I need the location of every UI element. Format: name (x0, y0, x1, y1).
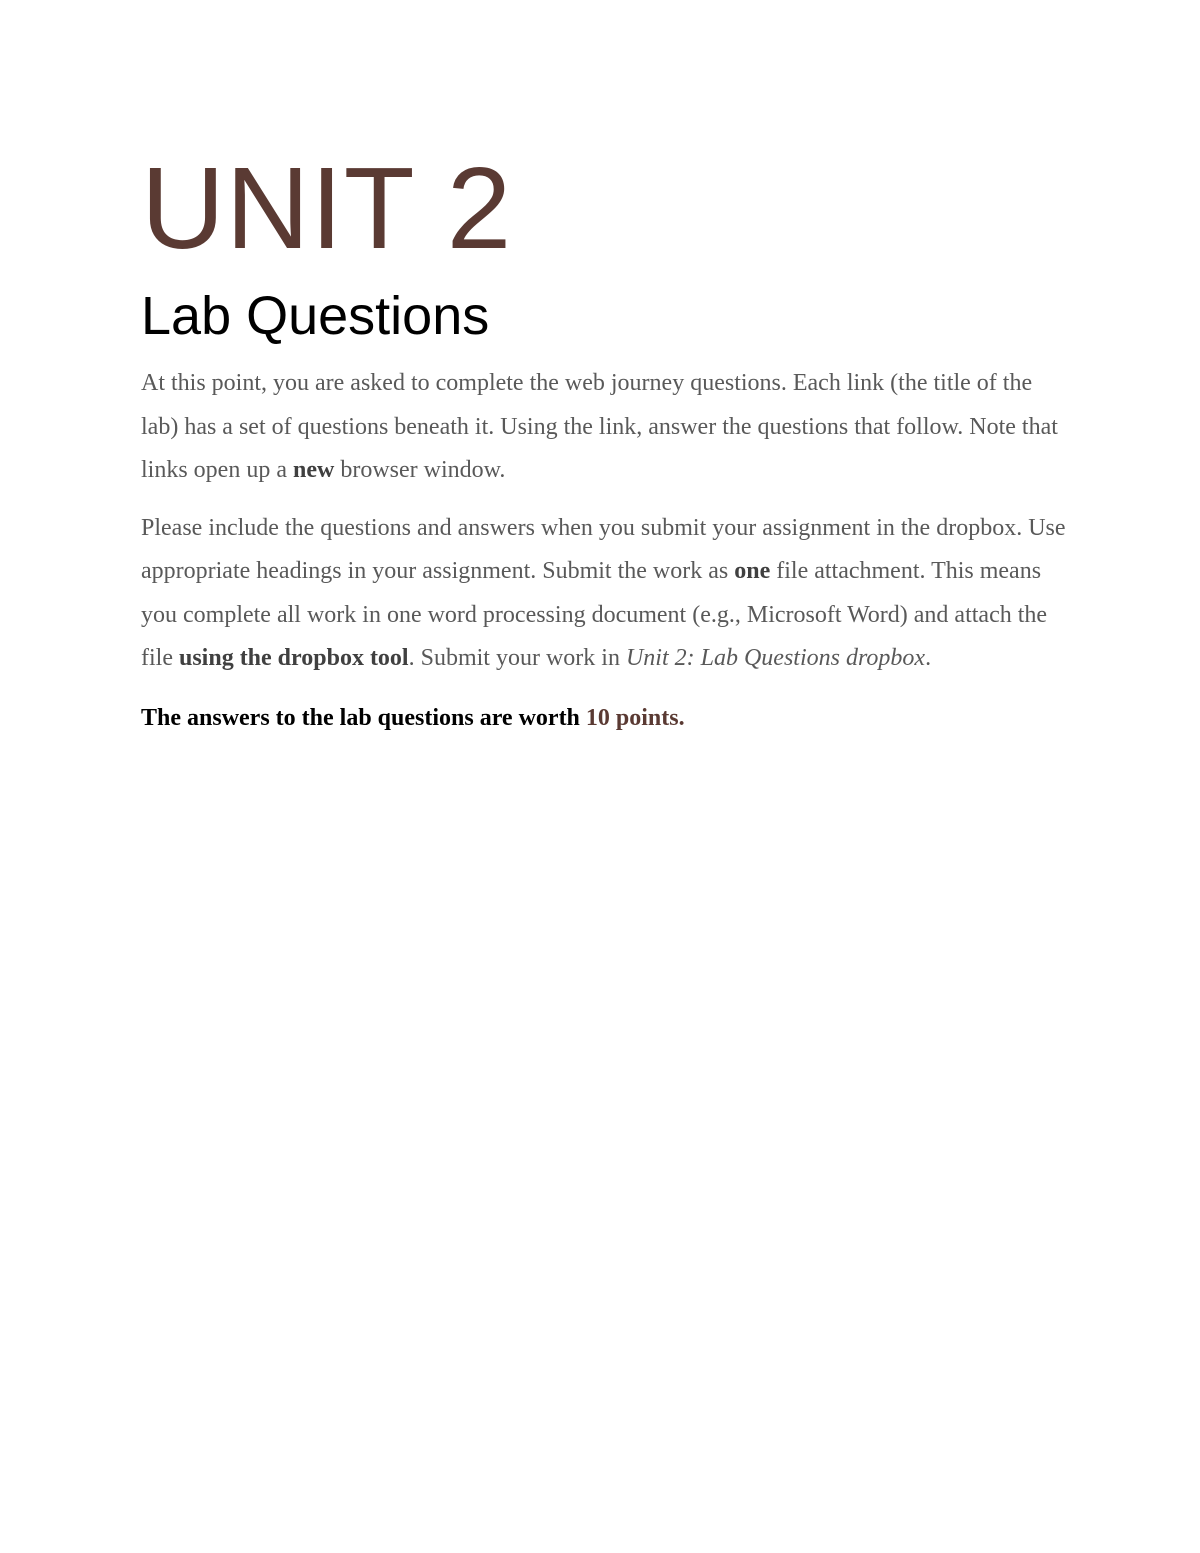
unit-title: UNIT 2 (141, 143, 513, 273)
dropbox-name: Unit 2: Lab Questions dropbox (625, 645, 926, 671)
submission-paragraph (141, 507, 1071, 681)
points-value: 10 points. (585, 704, 685, 731)
bold-dropbox-tool: using the dropbox tool (178, 645, 409, 671)
instructions-paragraph (141, 362, 1071, 493)
paragraph2-text-c: . Submit your work in (408, 645, 626, 671)
bold-one: one (734, 558, 771, 584)
paragraph1-text-a: At this point, you are asked to complete the web journey questions. Each link (the title of the lab) has a set of questions beneath it. Using the link, answer the questions that follow. Note that links open up a (141, 370, 1058, 483)
paragraph1-text-b: browser window. (334, 457, 506, 483)
paragraph2-text-a: Please include the questions and answers when you submit your assignment in the dropbox. Use appropriate headings in your assignment. Submit the work as (141, 514, 1066, 584)
bold-new: new (292, 457, 335, 483)
points-prefix: The answers to the lab questions are worth (141, 704, 586, 731)
document-content (141, 143, 1071, 740)
points-statement (141, 697, 1071, 741)
paragraph2-text-b: file attachment. This means you complete all work in one word processing document (e.g., Microsoft Word) and attach the file (141, 558, 1048, 671)
paragraph2-text-d: . (925, 645, 932, 671)
section-title: Lab Questions (141, 286, 490, 346)
